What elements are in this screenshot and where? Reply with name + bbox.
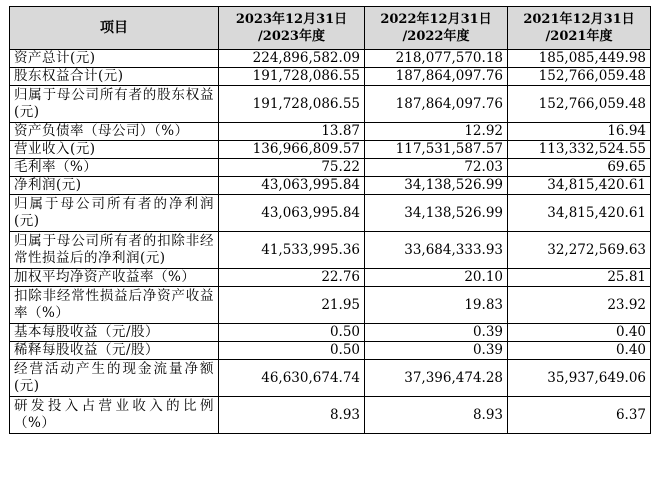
header-2022-year: /2022年度 [402, 29, 470, 44]
value-2023: 13.87 [219, 123, 365, 141]
value-2023: 41,533,995.36 [219, 232, 365, 269]
value-2023: 46,630,674.74 [219, 360, 365, 397]
header-2021-date: 2021年12月31日 [523, 12, 635, 27]
value-2021: 32,272,569.63 [508, 232, 651, 269]
value-2021: 0.40 [508, 324, 651, 342]
value-2023: 191,728,086.55 [219, 86, 365, 123]
row-label: 归属于母公司所有者的股东权益(元) [10, 86, 219, 123]
value-2023: 43,063,995.84 [219, 195, 365, 232]
value-2023: 136,966,809.57 [219, 141, 365, 159]
value-2021: 25.81 [508, 269, 651, 287]
value-2021: 23.92 [508, 287, 651, 324]
value-2021: 34,815,420.61 [508, 177, 651, 195]
value-2023: 22.76 [219, 269, 365, 287]
value-2023: 224,896,582.09 [219, 50, 365, 68]
value-2021: 152,766,059.48 [508, 68, 651, 86]
header-item-label: 项目 [100, 19, 128, 36]
value-2021: 185,085,449.98 [508, 50, 651, 68]
row-label: 毛利率（%） [10, 159, 219, 177]
value-2022: 218,077,570.18 [365, 50, 508, 68]
value-2022: 0.39 [365, 324, 508, 342]
table-row [10, 123, 651, 141]
header-2022 [365, 7, 508, 50]
header-2021 [508, 7, 651, 50]
row-label: 资产总计(元) [10, 50, 219, 68]
value-2021: 69.65 [508, 159, 651, 177]
value-2022: 34,138,526.99 [365, 177, 508, 195]
table-row [10, 50, 651, 68]
row-label: 经营活动产生的现金流量净额(元) [10, 360, 219, 397]
value-2023: 8.93 [219, 397, 365, 434]
value-2021: 0.40 [508, 342, 651, 360]
value-2023: 43,063,995.84 [219, 177, 365, 195]
header-2021-year: /2021年度 [545, 29, 613, 44]
value-2023: 0.50 [219, 324, 365, 342]
value-2021: 34,815,420.61 [508, 195, 651, 232]
value-2021: 6.37 [508, 397, 651, 434]
value-2021: 35,937,649.06 [508, 360, 651, 397]
value-2022: 8.93 [365, 397, 508, 434]
table-row [10, 68, 651, 86]
table-row [10, 397, 651, 434]
value-2022: 187,864,097.76 [365, 68, 508, 86]
table-row [10, 141, 651, 159]
row-label: 净利润(元) [10, 177, 219, 195]
table-row [10, 195, 651, 232]
value-2022: 33,684,333.93 [365, 232, 508, 269]
value-2022: 20.10 [365, 269, 508, 287]
row-label: 股东权益合计(元) [10, 68, 219, 86]
table-row [10, 342, 651, 360]
value-2021: 113,332,524.55 [508, 141, 651, 159]
table-row [10, 287, 651, 324]
header-2023 [219, 7, 365, 50]
header-2022-date: 2022年12月31日 [380, 12, 492, 27]
row-label: 资产负债率（母公司）（%） [10, 123, 219, 141]
row-label: 稀释每股收益（元/股） [10, 342, 219, 360]
value-2022: 37,396,474.28 [365, 360, 508, 397]
value-2022: 72.03 [365, 159, 508, 177]
value-2022: 187,864,097.76 [365, 86, 508, 123]
value-2022: 117,531,587.57 [365, 141, 508, 159]
financial-summary-table [9, 6, 651, 434]
table-row [10, 232, 651, 269]
row-label: 归属于母公司所有者的扣除非经常性损益后的净利润(元) [10, 232, 219, 269]
row-label: 营业收入(元) [10, 141, 219, 159]
value-2023: 21.95 [219, 287, 365, 324]
table-row [10, 360, 651, 397]
table-row [10, 177, 651, 195]
header-2023-year: /2023年度 [258, 29, 325, 44]
row-label: 基本每股收益（元/股） [10, 324, 219, 342]
row-label: 研发投入占营业收入的比例（%） [10, 397, 219, 434]
value-2021: 152,766,059.48 [508, 86, 651, 123]
table-row [10, 324, 651, 342]
value-2022: 34,138,526.99 [365, 195, 508, 232]
table-row [10, 86, 651, 123]
value-2023: 75.22 [219, 159, 365, 177]
row-label: 归属于母公司所有者的净利润(元) [10, 195, 219, 232]
value-2021: 16.94 [508, 123, 651, 141]
header-item [10, 7, 219, 50]
table-row [10, 269, 651, 287]
row-label: 加权平均净资产收益率（%） [10, 269, 219, 287]
value-2023: 0.50 [219, 342, 365, 360]
header-2023-date: 2023年12月31日 [235, 12, 348, 27]
value-2023: 191,728,086.55 [219, 68, 365, 86]
row-label: 扣除非经常性损益后净资产收益率（%） [10, 287, 219, 324]
value-2022: 12.92 [365, 123, 508, 141]
table-header-row [10, 7, 651, 50]
table-row [10, 159, 651, 177]
value-2022: 0.39 [365, 342, 508, 360]
value-2022: 19.83 [365, 287, 508, 324]
